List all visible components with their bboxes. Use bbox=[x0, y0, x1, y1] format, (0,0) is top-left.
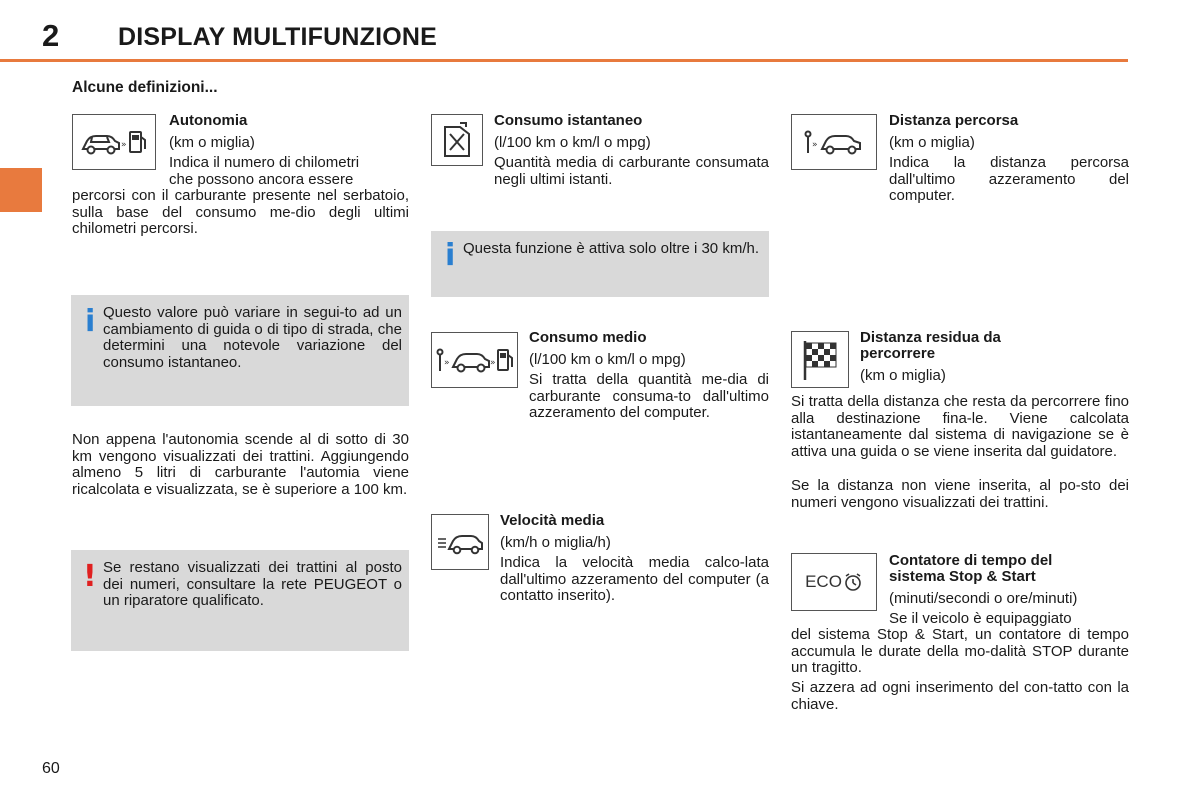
chapter-number: 2 bbox=[42, 18, 60, 53]
autonomia-text: percorsi con il carburante presente nel serbatoio, sulla base del consumo me-dio degli ultimi chilometri percorsi. bbox=[72, 187, 409, 237]
distanza-percorsa-title: Distanza percorsa bbox=[889, 112, 1019, 129]
section-title: Alcune definizioni... bbox=[72, 79, 218, 96]
stop-start-title-line1: Contatore di tempo del bbox=[889, 552, 1053, 569]
stop-start-text-2: Si azzera ad ogni inserimento del con-tatto con la chiave. bbox=[791, 679, 1129, 713]
distanza-residua-text-2: Se la distanza non viene inserita, al po-sto dei numeri vengono visualizzati dei trattini. bbox=[791, 477, 1129, 511]
distanza-percorsa-text: Indica la distanza percorsa dall'ultimo azzeramento del computer. bbox=[889, 154, 1129, 204]
average-consumption-icon bbox=[431, 332, 518, 388]
consumo-istantaneo-title: Consumo istantaneo bbox=[494, 112, 643, 129]
velocita-media-text: Indica la velocità media calco-lata dall'ultimo azzeramento del computer (a contatto inserito). bbox=[500, 554, 769, 604]
consumo-medio-unit: (l/100 km o km/l o mpg) bbox=[529, 351, 686, 368]
stop-start-title-line2: sistema Stop & Start bbox=[889, 568, 1036, 585]
velocita-media-title: Velocità media bbox=[500, 512, 605, 529]
page-number: 60 bbox=[42, 760, 60, 777]
header-rule bbox=[0, 59, 1128, 62]
distanza-percorsa-unit: (km o miglia) bbox=[889, 134, 975, 151]
distance-travelled-icon bbox=[791, 114, 877, 170]
consumo-medio-title: Consumo medio bbox=[529, 329, 647, 346]
stop-start-text-line1: Se il veicolo è equipaggiato bbox=[889, 610, 1072, 627]
consumo-note-text: Questa funzione è attiva solo oltre i 30 km/h. bbox=[463, 240, 759, 257]
info-icon: i bbox=[85, 304, 96, 339]
chapter-side-tab bbox=[0, 168, 42, 212]
warning-icon: ! bbox=[83, 559, 97, 594]
distanza-residua-unit: (km o miglia) bbox=[860, 367, 946, 384]
page-title: DISPLAY MULTIFUNZIONE bbox=[118, 23, 438, 51]
info-icon: i bbox=[445, 238, 456, 273]
stop-start-text: del sistema Stop & Start, un contatore di tempo accumula le durate della mo-dalità STOP durante un tragitto. bbox=[791, 626, 1129, 676]
distanza-residua-text: Si tratta della distanza che resta da percorrere fino alla destinazione fina-le. Viene calcolata istantaneamente dal sistema di navigazione se è attiva una guida o se viene inserita dal guidatore. bbox=[791, 393, 1129, 460]
fuel-can-icon bbox=[431, 114, 483, 166]
eco-timer-icon bbox=[791, 553, 877, 611]
autonomia-title: Autonomia bbox=[169, 112, 248, 129]
warning-note-text: Se restano visualizzati dei trattini al posto dei numeri, consultare la rete PEUGEOT o un riparatore qualificato. bbox=[103, 559, 402, 609]
warning-note bbox=[71, 550, 409, 651]
autonomia-note-text: Questo valore può variare in segui-to ad un cambiamento di guida o di tipo di strada, che determini una notevole variazione del consumo istantaneo. bbox=[103, 304, 402, 371]
autonomia-info-note bbox=[71, 295, 409, 406]
checkered-flag-icon bbox=[791, 331, 849, 388]
dashes-paragraph: Non appena l'autonomia scende al di sotto di 30 km vengono visualizzati dei trattini. Aggiungendo almeno 5 litri di carburante l'automia viene ricalcolata e visualizzata, se è superiore a 100 km. bbox=[72, 431, 409, 498]
autonomia-text-line1: Indica il numero di chilometri bbox=[169, 154, 360, 171]
consumo-medio-text: Si tratta della quantità me-dia di carburante consuma-to dall'ultimo azzeramento del computer. bbox=[529, 371, 769, 421]
fuel-range-icon bbox=[72, 114, 156, 170]
distanza-residua-title-line2: percorrere bbox=[860, 345, 936, 362]
average-speed-icon bbox=[431, 514, 489, 570]
autonomia-unit: (km o miglia) bbox=[169, 134, 255, 151]
svg-text:»: » bbox=[489, 358, 496, 368]
consumo-istantaneo-text: Quantità media di carburante consumata negli ultimi istanti. bbox=[494, 154, 769, 188]
svg-text:»: » bbox=[443, 358, 450, 368]
consumo-istantaneo-unit: (l/100 km o km/l o mpg) bbox=[494, 134, 651, 151]
consumo-info-note bbox=[431, 231, 769, 297]
velocita-media-unit: (km/h o miglia/h) bbox=[500, 534, 611, 551]
svg-text:»: » bbox=[121, 140, 127, 150]
distanza-residua-title-line1: Distanza residua da bbox=[860, 329, 1001, 346]
eco-icon-label: ECO bbox=[805, 572, 842, 591]
svg-text:»: » bbox=[812, 140, 818, 150]
autonomia-text-line2: che possono ancora essere bbox=[169, 171, 354, 188]
stop-start-unit: (minuti/secondi o ore/minuti) bbox=[889, 590, 1078, 607]
